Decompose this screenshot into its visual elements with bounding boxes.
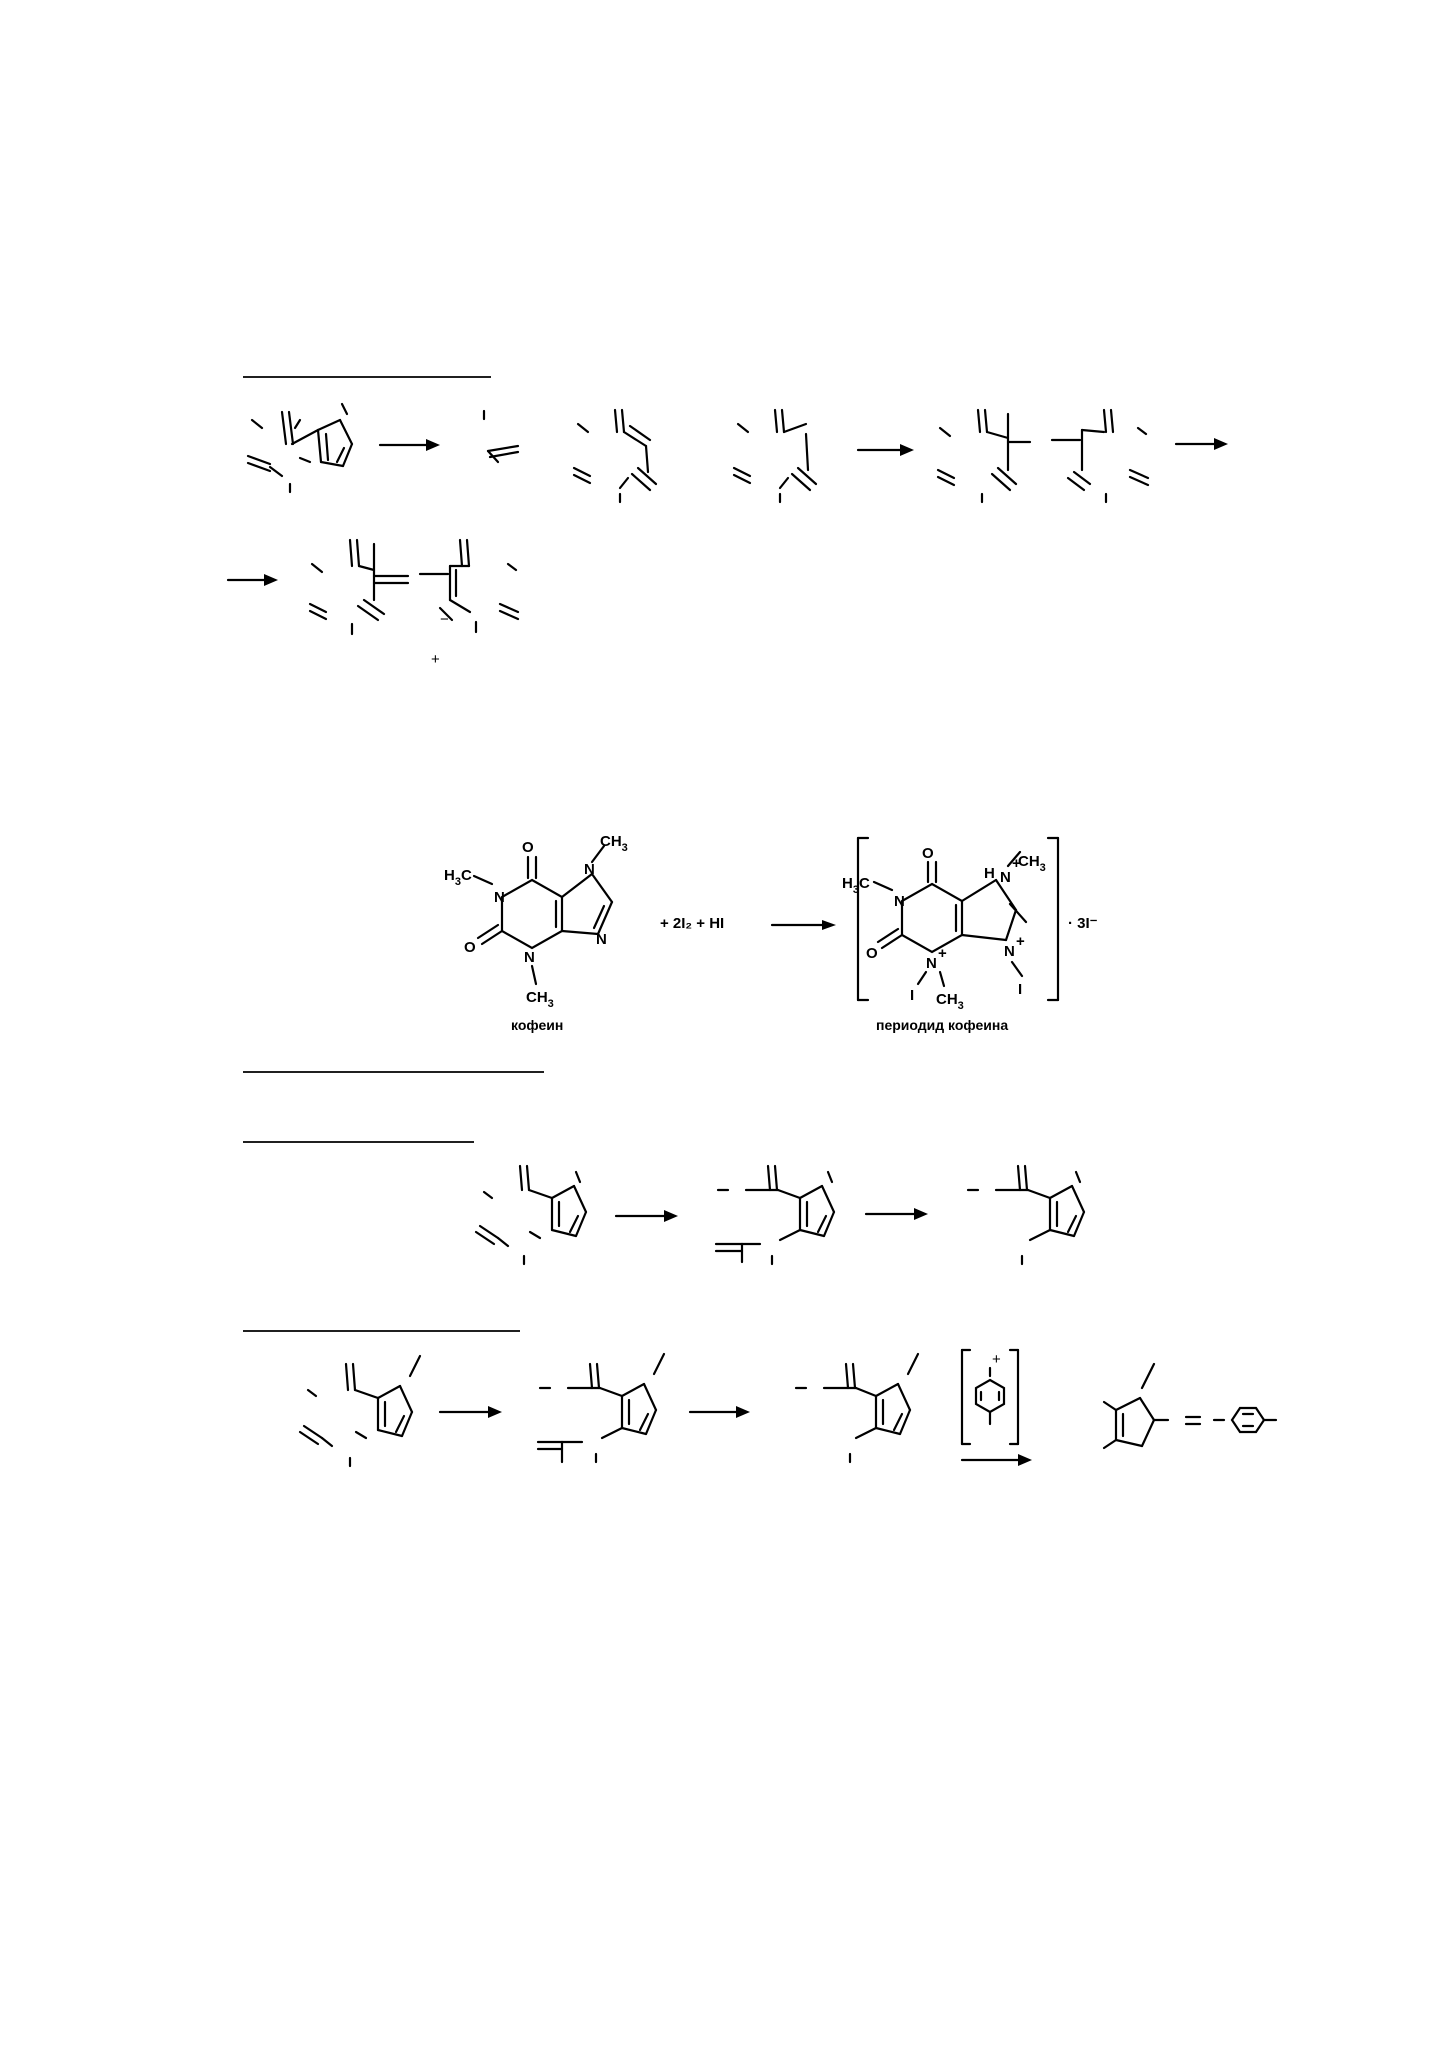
diazonium-charge: + [992, 1351, 1001, 1368]
periodide-H3C-1: $H_3C$ [842, 875, 870, 896]
reaction-arrow-caffeine [772, 920, 836, 930]
diazonium-reagent-bracket [962, 1350, 1018, 1444]
caffeine-caption: кофеин [511, 1017, 564, 1033]
row1-structure-2 [574, 410, 656, 502]
caffeine-N9-label: N [596, 931, 607, 948]
periodide-N7-charge: + [1012, 855, 1021, 872]
periodide-bracket-left [858, 838, 868, 1000]
counter-ion-label: · 3I⁻ [1068, 915, 1098, 932]
periodide-I-3: I [910, 987, 915, 1004]
row4-structure-1 [300, 1356, 420, 1466]
caffeine-N1-label: N [494, 889, 505, 906]
row1-structure-1 [248, 404, 352, 492]
row4-structure-3 [796, 1354, 918, 1462]
reagents-label: + 2I₂ + HI [660, 915, 725, 932]
caffeine-O2-label: O [464, 939, 476, 956]
row1-arrow-2 [858, 444, 914, 456]
periodide-caption: периодид кофеина [876, 1017, 1009, 1033]
caffeine-H3C-1: $H_3C$ [444, 867, 472, 888]
periodide-O6-label: O [922, 845, 934, 862]
periodide-N3-charge: + [938, 945, 947, 962]
periodide-H-label: H [984, 865, 995, 882]
row4-arrow-1 [440, 1406, 502, 1418]
row3-structure-1 [476, 1166, 586, 1264]
periodide-O2-label: O [866, 945, 878, 962]
periodide-I-9: I [1018, 981, 1023, 998]
row2-minus-charge: − [440, 611, 449, 628]
periodide-N3-label: N [926, 955, 937, 972]
caffeine-O-label: O [522, 839, 534, 856]
row4-arrow-2 [690, 1406, 750, 1418]
row1-fragment-small [484, 411, 518, 462]
row3-arrow-2 [866, 1208, 928, 1220]
row4-structure-2 [538, 1354, 664, 1462]
row4-azo-product [1104, 1364, 1276, 1448]
periodide-N1-label: N [894, 893, 905, 910]
caffeine-N7-label: N [584, 861, 595, 878]
row3-structure-3 [968, 1166, 1084, 1264]
caffeine-molecule [444, 833, 628, 1010]
periodide-bracket-right [1048, 838, 1058, 1000]
row2-plus-charge: + [431, 651, 440, 668]
periodide-molecule [842, 845, 1046, 1012]
periodide-CH3-3: $CH_3$ [936, 991, 964, 1012]
periodide-CH3-7: $CH_3$ [1018, 853, 1046, 874]
caffeine-N3-label: N [524, 949, 535, 966]
row1-dimer [938, 410, 1148, 502]
row3-structure-2 [716, 1166, 834, 1264]
row2-arrow [228, 574, 278, 586]
caffeine-CH3-3: $CH_3$ [526, 989, 554, 1010]
periodide-N7-label: N [1000, 869, 1011, 886]
row1-structure-3 [734, 410, 816, 502]
row3-arrow-1 [616, 1210, 678, 1222]
row2-product [310, 540, 518, 634]
row4-arrow-3 [962, 1454, 1032, 1466]
row1-arrow-1 [380, 439, 440, 451]
caffeine-CH3-7: $CH_3$ [600, 833, 628, 854]
periodide-N9-charge: + [1016, 933, 1025, 950]
row1-arrow-3 [1176, 438, 1228, 450]
periodide-N9-label: N [1004, 943, 1015, 960]
